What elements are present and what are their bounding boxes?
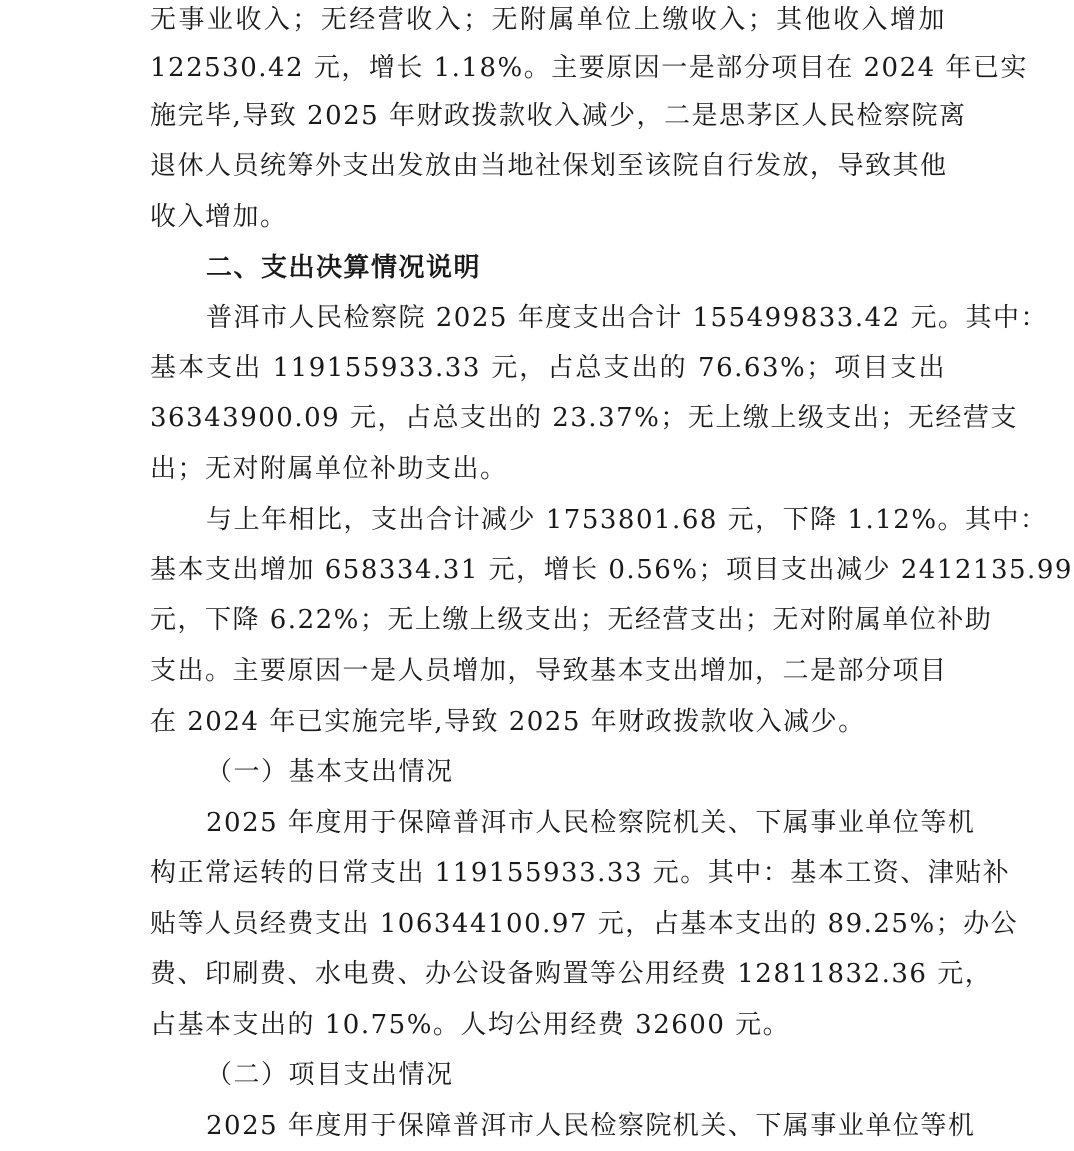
paragraph-line: 支出。主要原因一是人员增加，导致基本支出增加，二是部分项目 (150, 656, 948, 686)
paragraph-line: 出；无对附属单位补助支出。 (150, 454, 508, 484)
subsection-heading-basic-expenditure: （一）基本支出情况 (206, 757, 454, 787)
paragraph-line: 基本支出 119155933.33 元，占总支出的 76.63%；项目支出 (150, 353, 946, 383)
paragraph-line: 收入增加。 (150, 202, 288, 232)
paragraph-line: 贴等人员经费支出 106344100.97 元，占基本支出的 89.25%；办公 (150, 909, 1019, 939)
section-heading-expenditure: 二、支出决算情况说明 (206, 253, 482, 283)
paragraph-line: 在 2024 年已实施完毕,导致 2025 年财政拨款收入减少。 (150, 707, 866, 737)
paragraph-line: 施完毕,导致 2025 年财政拨款收入减少，二是思茅区人民检察院离 (150, 101, 967, 131)
paragraph-line: 与上年相比，支出合计减少 1753801.68 元，下降 1.12%。其中： (206, 505, 1048, 535)
paragraph-line: 122530.42 元，增长 1.18%。主要原因一是部分项目在 2024 年已实 (150, 53, 1028, 83)
paragraph-line: 退休人员统筹外支出发放由当地社保划至该院自行发放，导致其他 (150, 151, 948, 181)
paragraph-line: 构正常运转的日常支出 119155933.33 元。其中：基本工资、津贴补 (150, 858, 1011, 888)
paragraph-line: 普洱市人民检察院 2025 年度支出合计 155499833.42 元。其中： (206, 303, 1048, 333)
paragraph-line: 36343900.09 元，占总支出的 23.37%；无上缴上级支出；无经营支 (150, 403, 1018, 433)
paragraph-line: 2025 年度用于保障普洱市人民检察院机关、下属事业单位等机 (206, 808, 976, 838)
paragraph-line: 元，下降 6.22%；无上缴上级支出；无经营支出；无对附属单位补助 (150, 605, 993, 635)
paragraph-line: 无事业收入；无经营收入；无附属单位上缴收入；其他收入增加 (150, 5, 946, 35)
subsection-heading-project-expenditure: （二）项目支出情况 (206, 1060, 454, 1090)
paragraph-line: 费、印刷费、水电费、办公设备购置等公用经费 12811832.36 元， (150, 959, 993, 989)
paragraph-line: 2025 年度用于保障普洱市人民检察院机关、下属事业单位等机 (206, 1111, 976, 1141)
paragraph-line: 占基本支出的 10.75%。人均公用经费 32600 元。 (150, 1010, 791, 1040)
paragraph-line: 基本支出增加 658334.31 元，增长 0.56%；项目支出减少 2412135.99 (150, 555, 1073, 585)
